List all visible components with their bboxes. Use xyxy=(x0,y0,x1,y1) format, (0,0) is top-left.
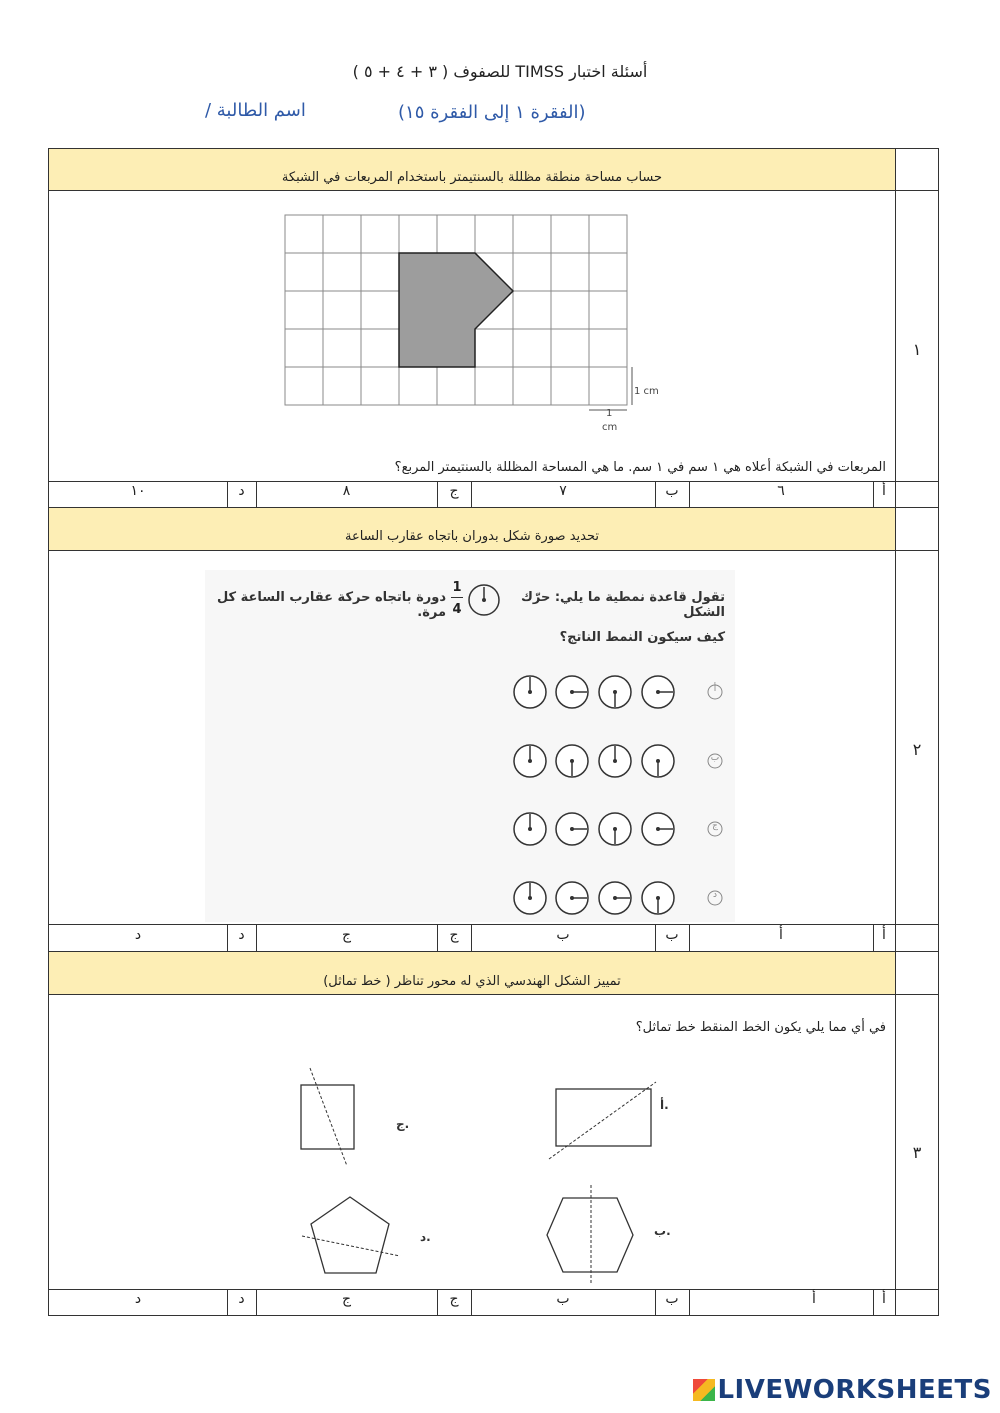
q1-option-d-letter: د xyxy=(238,483,245,499)
q1-option-c-letter: ج xyxy=(449,483,459,499)
choice-d-row xyxy=(514,882,722,914)
q2-rule-clock-icon xyxy=(466,582,502,618)
q2-choice-label-d: د xyxy=(712,890,717,900)
q3-option-c-letter: ج xyxy=(449,1291,459,1307)
q3-option-b-value[interactable]: ب xyxy=(556,1291,570,1307)
scale-horizontal-unit: cm xyxy=(602,422,618,433)
q2-option-d-letter: د xyxy=(238,927,245,943)
q2-option-a-value[interactable]: أ xyxy=(779,927,783,943)
q2-fraction-bar xyxy=(451,597,463,598)
q2-option-a-letter: أ xyxy=(882,927,886,943)
q2-choices-figure xyxy=(505,665,740,920)
q2-choice-label-b: ب xyxy=(710,753,720,763)
q1-heading: حساب مساحة منطقة مظللة بالسنتيمتر باستخدام المربعات في الشبكة xyxy=(281,170,663,185)
q1-number: ١ xyxy=(912,340,922,359)
q1-option-a-letter: أ xyxy=(882,483,886,499)
choice-b-row xyxy=(514,745,722,777)
q3-option-c-value[interactable]: ج xyxy=(341,1291,352,1307)
q2-fraction-den: 4 xyxy=(452,602,462,617)
q2-option-d-value[interactable]: د xyxy=(134,927,142,943)
q2-fraction-num: 1 xyxy=(452,580,462,595)
q1-option-a-value[interactable]: ٦ xyxy=(777,483,785,499)
q3-option-d-value[interactable]: د xyxy=(134,1291,142,1307)
scale-vertical-label: 1 cm xyxy=(634,386,659,397)
shape-a-rectangle xyxy=(549,1082,656,1159)
q3-option-a-letter: أ xyxy=(882,1291,886,1307)
q3-heading: تمييز الشكل الهندسي الذي له محور تناظر ( خط تماثل) xyxy=(323,974,621,989)
q2-prompt: كيف سيكون النمط الناتج؟ xyxy=(559,630,725,645)
q2-option-c-letter: ج xyxy=(449,927,459,943)
q3-question-text: في أي مما يلي يكون الخط المنقط خط تماثل؟ xyxy=(635,1020,886,1035)
scale-horizontal-num: 1 xyxy=(606,408,613,419)
q2-option-b-value[interactable]: ب xyxy=(556,927,570,943)
shaded-region xyxy=(399,253,513,367)
liveworksheets-logo xyxy=(693,1375,992,1405)
q3-shapes-figure xyxy=(290,1060,710,1285)
q3-option-d-letter: د xyxy=(238,1291,245,1307)
scale-markers xyxy=(589,367,632,410)
logo-mark-icon xyxy=(693,1379,715,1401)
q3-shape-label-b: ب. xyxy=(654,1224,671,1238)
student-name-label: اسم الطالبة / xyxy=(205,100,306,121)
q3-shape-label-a: أ. xyxy=(660,1098,669,1112)
q1-grid-figure xyxy=(280,210,680,440)
shape-d-pentagon xyxy=(302,1197,400,1273)
item-range: (الفقرة ١ إلى الفقرة ١٥) xyxy=(398,102,586,123)
brand-text: LIVEWORKSHEETS xyxy=(717,1375,992,1405)
q3-number: ٣ xyxy=(912,1143,922,1162)
shape-b-hexagon xyxy=(547,1185,633,1285)
q1-option-b-value[interactable]: ٧ xyxy=(559,483,567,499)
worksheet-title: أسئلة اختبار TIMSS للصفوف ( ٣ + ٤ + ٥ ) xyxy=(352,62,648,81)
q2-number: ٢ xyxy=(912,740,922,759)
q2-rule-text-2: دورة باتجاه حركة عقارب الساعة كل مرة. xyxy=(216,590,446,620)
q2-choice-label-a: أ xyxy=(713,684,717,694)
q3-shape-label-d: د. xyxy=(420,1230,431,1244)
q2-option-b-letter: ب xyxy=(665,927,679,943)
q2-rule-text: تقول قاعدة نمطية ما يلي: حرّك الشكل xyxy=(520,590,725,620)
q1-question-text: المربعات في الشبكة أعلاه هي ١ سم في ١ سم. ما هي المساحة المظللة بالسنتيمتر المربع؟ xyxy=(394,460,886,475)
choice-a-row xyxy=(514,676,722,708)
q2-option-c-value[interactable]: ج xyxy=(341,927,352,943)
q2-choice-label-c: ج xyxy=(712,821,718,831)
q3-option-b-letter: ب xyxy=(665,1291,679,1307)
number-column-divider xyxy=(895,148,896,1316)
q2-heading: تحديد صورة شكل بدوران باتجاه عقارب الساعة xyxy=(344,529,599,544)
q3-option-a-value[interactable]: أ xyxy=(812,1291,816,1307)
shape-c-square xyxy=(301,1068,354,1166)
q1-option-b-letter: ب xyxy=(665,483,679,499)
q1-option-c-value[interactable]: ٨ xyxy=(342,483,351,499)
choice-c-row xyxy=(514,813,722,845)
q1-option-d-value[interactable]: ١٠ xyxy=(130,483,146,499)
q3-shape-label-c: ج. xyxy=(396,1117,410,1131)
